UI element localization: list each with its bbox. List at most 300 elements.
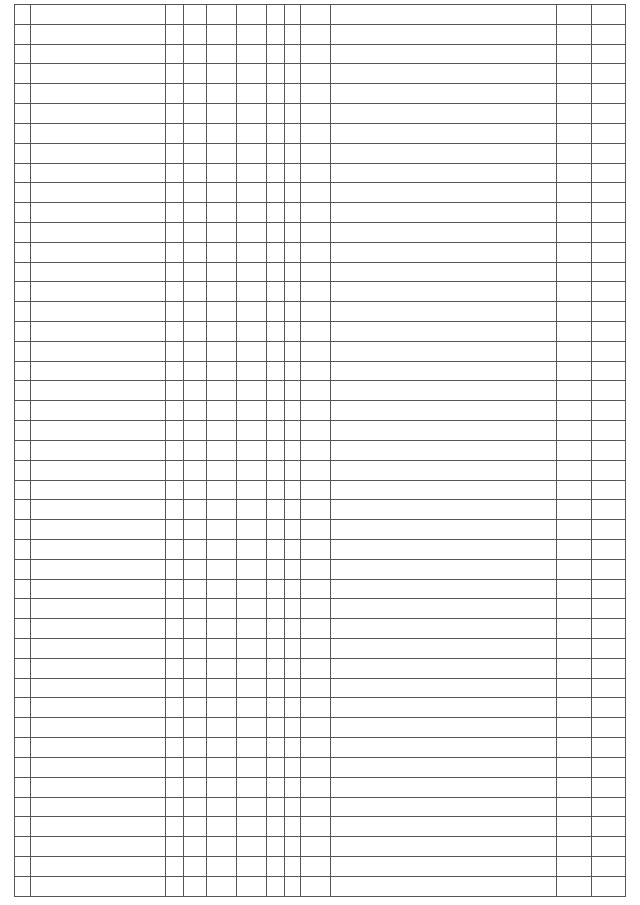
table-row [15, 876, 626, 896]
cell-value-d [266, 658, 284, 678]
cell-row-number [15, 262, 31, 282]
cell-year [184, 837, 207, 857]
cell-row-number [15, 24, 31, 44]
cell-year-start [557, 24, 591, 44]
cell-value-c [236, 5, 266, 25]
cell-row-number [15, 361, 31, 381]
cell-year [184, 401, 207, 421]
cell-value-e [284, 837, 300, 857]
cell-value-c [236, 777, 266, 797]
cell-value-b [207, 619, 237, 639]
cell-value-c [236, 222, 266, 242]
cell-year-start [557, 876, 591, 896]
cell-value-e [284, 401, 300, 421]
cell-value-b [207, 678, 237, 698]
cell-value-f [300, 361, 330, 381]
cell-value-f [300, 599, 330, 619]
cell-row-number [15, 757, 31, 777]
cell-works-description [330, 104, 557, 124]
cell-row-number [15, 44, 31, 64]
cell-year-start [557, 341, 591, 361]
table-row [15, 44, 626, 64]
table-row [15, 440, 626, 460]
cell-year-end [591, 777, 625, 797]
cell-works-description [330, 262, 557, 282]
table-row [15, 421, 626, 441]
cell-row-number [15, 222, 31, 242]
cell-value-c [236, 619, 266, 639]
cell-value-b [207, 302, 237, 322]
cell-value-d [266, 539, 284, 559]
cell-year-start [557, 579, 591, 599]
cell-row-number [15, 203, 31, 223]
cell-value-c [236, 698, 266, 718]
cell-year-start [557, 64, 591, 84]
cell-year-start [557, 222, 591, 242]
cell-year-end [591, 440, 625, 460]
cell-works-description [330, 698, 557, 718]
cell-value-c [236, 242, 266, 262]
cell-works-description [330, 183, 557, 203]
cell-row-number [15, 341, 31, 361]
cell-value-d [266, 639, 284, 659]
cell-address [31, 698, 166, 718]
cell-value-e [284, 341, 300, 361]
table-row [15, 242, 626, 262]
cell-value-d [266, 401, 284, 421]
cell-address [31, 500, 166, 520]
cell-works-description [330, 876, 557, 896]
cell-works-description [330, 797, 557, 817]
cell-address [31, 341, 166, 361]
cell-value-f [300, 282, 330, 302]
cell-works-description [330, 559, 557, 579]
cell-value-e [284, 876, 300, 896]
cell-year-start [557, 520, 591, 540]
cell-value-c [236, 64, 266, 84]
cell-row-number [15, 718, 31, 738]
cell-works-description [330, 678, 557, 698]
cell-year-end [591, 44, 625, 64]
cell-value-c [236, 599, 266, 619]
cell-year [184, 44, 207, 64]
cell-value-d [266, 302, 284, 322]
cell-address [31, 361, 166, 381]
cell-value-d [266, 718, 284, 738]
cell-value-b [207, 520, 237, 540]
cell-value-e [284, 619, 300, 639]
cell-year-start [557, 797, 591, 817]
cell-year [184, 143, 207, 163]
cell-value-e [284, 104, 300, 124]
cell-year-start [557, 282, 591, 302]
cell-row-number [15, 381, 31, 401]
cell-value-b [207, 143, 237, 163]
cell-value-b [207, 698, 237, 718]
cell-value-e [284, 282, 300, 302]
cell-works-description [330, 777, 557, 797]
cell-year [184, 460, 207, 480]
cell-value-d [266, 361, 284, 381]
cell-value-e [284, 718, 300, 738]
cell-year [184, 322, 207, 342]
cell-value-d [266, 5, 284, 25]
cell-year [184, 302, 207, 322]
cell-address [31, 579, 166, 599]
table-row [15, 500, 626, 520]
cell-value-e [284, 579, 300, 599]
cell-year-start [557, 460, 591, 480]
cell-works-description [330, 738, 557, 758]
cell-works-description [330, 520, 557, 540]
cell-works-description [330, 500, 557, 520]
cell-works-description [330, 757, 557, 777]
cell-row-number [15, 658, 31, 678]
cell-year-start [557, 262, 591, 282]
cell-year [184, 539, 207, 559]
cell-value-f [300, 242, 330, 262]
cell-year-end [591, 203, 625, 223]
cell-year-start [557, 738, 591, 758]
cell-address [31, 64, 166, 84]
cell-value-d [266, 24, 284, 44]
cell-value-c [236, 84, 266, 104]
cell-value-d [266, 183, 284, 203]
cell-works-description [330, 599, 557, 619]
table-row [15, 381, 626, 401]
cell-value-e [284, 777, 300, 797]
cell-year [184, 797, 207, 817]
cell-value-f [300, 757, 330, 777]
cell-address [31, 797, 166, 817]
cell-value-f [300, 678, 330, 698]
cell-value-a [166, 658, 184, 678]
cell-value-c [236, 123, 266, 143]
table-row [15, 658, 626, 678]
cell-value-f [300, 777, 330, 797]
cell-value-c [236, 143, 266, 163]
cell-works-description [330, 222, 557, 242]
cell-year [184, 242, 207, 262]
cell-address [31, 104, 166, 124]
cell-row-number [15, 401, 31, 421]
cell-year-start [557, 242, 591, 262]
cell-year-start [557, 381, 591, 401]
cell-works-description [330, 619, 557, 639]
table-row [15, 539, 626, 559]
cell-year [184, 361, 207, 381]
cell-value-d [266, 619, 284, 639]
cell-value-a [166, 24, 184, 44]
cell-value-f [300, 84, 330, 104]
cell-year-end [591, 84, 625, 104]
table-row [15, 678, 626, 698]
cell-value-d [266, 104, 284, 124]
cell-value-c [236, 539, 266, 559]
cell-year-start [557, 837, 591, 857]
cell-year-end [591, 856, 625, 876]
cell-year-end [591, 322, 625, 342]
cell-value-a [166, 302, 184, 322]
cell-year-end [591, 658, 625, 678]
cell-value-b [207, 559, 237, 579]
cell-value-f [300, 5, 330, 25]
cell-year-end [591, 579, 625, 599]
cell-value-f [300, 64, 330, 84]
table-row [15, 520, 626, 540]
cell-year-start [557, 777, 591, 797]
cell-year-end [591, 817, 625, 837]
cell-year-end [591, 361, 625, 381]
cell-year [184, 757, 207, 777]
cell-address [31, 183, 166, 203]
cell-address [31, 302, 166, 322]
cell-works-description [330, 203, 557, 223]
cell-value-c [236, 183, 266, 203]
cell-value-a [166, 401, 184, 421]
table-row [15, 579, 626, 599]
cell-value-e [284, 381, 300, 401]
cell-works-description [330, 381, 557, 401]
cell-year [184, 381, 207, 401]
cell-address [31, 460, 166, 480]
table-row [15, 480, 626, 500]
cell-row-number [15, 777, 31, 797]
cell-value-c [236, 44, 266, 64]
cell-value-c [236, 520, 266, 540]
cell-year [184, 24, 207, 44]
cell-value-d [266, 322, 284, 342]
cell-year-start [557, 322, 591, 342]
cell-value-c [236, 421, 266, 441]
cell-year [184, 639, 207, 659]
cell-value-a [166, 599, 184, 619]
cell-year-start [557, 718, 591, 738]
cell-value-a [166, 242, 184, 262]
cell-value-f [300, 500, 330, 520]
cell-value-c [236, 401, 266, 421]
cell-value-a [166, 262, 184, 282]
cell-value-e [284, 5, 300, 25]
cell-value-a [166, 361, 184, 381]
cell-value-f [300, 104, 330, 124]
cell-year-end [591, 698, 625, 718]
cell-year [184, 64, 207, 84]
table-row [15, 282, 626, 302]
cell-works-description [330, 856, 557, 876]
cell-works-description [330, 401, 557, 421]
cell-value-f [300, 401, 330, 421]
table-row [15, 123, 626, 143]
cell-value-e [284, 559, 300, 579]
cell-row-number [15, 856, 31, 876]
cell-value-f [300, 718, 330, 738]
cell-value-c [236, 718, 266, 738]
cell-value-f [300, 381, 330, 401]
cell-value-f [300, 619, 330, 639]
cell-year-start [557, 817, 591, 837]
cell-value-a [166, 282, 184, 302]
cell-value-a [166, 341, 184, 361]
cell-value-f [300, 302, 330, 322]
cell-works-description [330, 322, 557, 342]
cell-value-c [236, 639, 266, 659]
cell-year-end [591, 123, 625, 143]
table-row [15, 777, 626, 797]
cell-year [184, 183, 207, 203]
cell-year-start [557, 44, 591, 64]
cell-value-e [284, 222, 300, 242]
cell-works-description [330, 44, 557, 64]
cell-year-start [557, 183, 591, 203]
cell-value-a [166, 64, 184, 84]
cell-value-a [166, 797, 184, 817]
cell-year-start [557, 84, 591, 104]
cell-value-b [207, 163, 237, 183]
cell-year-end [591, 559, 625, 579]
table-row [15, 639, 626, 659]
cell-year [184, 678, 207, 698]
cell-row-number [15, 421, 31, 441]
cell-value-b [207, 440, 237, 460]
table-row [15, 599, 626, 619]
cell-value-a [166, 480, 184, 500]
table-row [15, 797, 626, 817]
cell-row-number [15, 302, 31, 322]
cell-value-b [207, 658, 237, 678]
cell-year-start [557, 421, 591, 441]
cell-value-d [266, 480, 284, 500]
cell-works-description [330, 539, 557, 559]
cell-value-d [266, 381, 284, 401]
cell-year [184, 341, 207, 361]
cell-value-f [300, 440, 330, 460]
cell-year-start [557, 539, 591, 559]
cell-address [31, 44, 166, 64]
cell-year [184, 5, 207, 25]
cell-value-e [284, 24, 300, 44]
cell-value-d [266, 421, 284, 441]
cell-value-c [236, 817, 266, 837]
cell-value-b [207, 421, 237, 441]
cell-value-c [236, 757, 266, 777]
cell-value-b [207, 401, 237, 421]
cell-value-b [207, 876, 237, 896]
cell-row-number [15, 579, 31, 599]
cell-value-c [236, 440, 266, 460]
cell-works-description [330, 123, 557, 143]
cell-value-b [207, 599, 237, 619]
cell-value-a [166, 639, 184, 659]
cell-value-c [236, 480, 266, 500]
cell-value-d [266, 282, 284, 302]
cell-year [184, 856, 207, 876]
cell-year [184, 658, 207, 678]
cell-value-a [166, 817, 184, 837]
cell-year-start [557, 203, 591, 223]
cell-year-end [591, 302, 625, 322]
cell-value-d [266, 738, 284, 758]
table-row [15, 5, 626, 25]
cell-value-a [166, 718, 184, 738]
cell-value-c [236, 322, 266, 342]
cell-year [184, 718, 207, 738]
cell-year-end [591, 678, 625, 698]
cell-value-f [300, 797, 330, 817]
cell-value-d [266, 856, 284, 876]
cell-year-start [557, 639, 591, 659]
cell-address [31, 480, 166, 500]
cell-value-e [284, 678, 300, 698]
cell-year [184, 698, 207, 718]
cell-value-d [266, 678, 284, 698]
cell-value-e [284, 421, 300, 441]
cell-value-d [266, 500, 284, 520]
cell-address [31, 777, 166, 797]
table-row [15, 84, 626, 104]
cell-value-a [166, 421, 184, 441]
cell-value-a [166, 440, 184, 460]
cell-year-end [591, 262, 625, 282]
cell-value-b [207, 738, 237, 758]
cell-value-d [266, 777, 284, 797]
cell-row-number [15, 84, 31, 104]
cell-year [184, 777, 207, 797]
cell-address [31, 658, 166, 678]
cell-value-d [266, 817, 284, 837]
cell-value-a [166, 757, 184, 777]
cell-value-e [284, 520, 300, 540]
cell-value-a [166, 698, 184, 718]
table-row [15, 460, 626, 480]
cell-value-b [207, 480, 237, 500]
cell-value-e [284, 797, 300, 817]
cell-year [184, 579, 207, 599]
cell-year-start [557, 440, 591, 460]
cell-address [31, 738, 166, 758]
cell-address [31, 837, 166, 857]
cell-address [31, 242, 166, 262]
table-row [15, 104, 626, 124]
cell-works-description [330, 440, 557, 460]
cell-value-a [166, 143, 184, 163]
cell-value-e [284, 302, 300, 322]
cell-value-c [236, 262, 266, 282]
cell-year-start [557, 500, 591, 520]
table-row [15, 837, 626, 857]
cell-year-end [591, 539, 625, 559]
cell-value-e [284, 143, 300, 163]
cell-value-d [266, 698, 284, 718]
cell-address [31, 322, 166, 342]
cell-works-description [330, 361, 557, 381]
cell-value-b [207, 84, 237, 104]
cell-year [184, 262, 207, 282]
cell-works-description [330, 421, 557, 441]
cell-address [31, 123, 166, 143]
cell-value-d [266, 579, 284, 599]
cell-row-number [15, 480, 31, 500]
cell-year-end [591, 520, 625, 540]
cell-row-number [15, 797, 31, 817]
cell-row-number [15, 282, 31, 302]
cell-year-end [591, 381, 625, 401]
cell-value-f [300, 837, 330, 857]
cell-year-start [557, 361, 591, 381]
cell-address [31, 381, 166, 401]
cell-value-d [266, 143, 284, 163]
cell-value-e [284, 738, 300, 758]
